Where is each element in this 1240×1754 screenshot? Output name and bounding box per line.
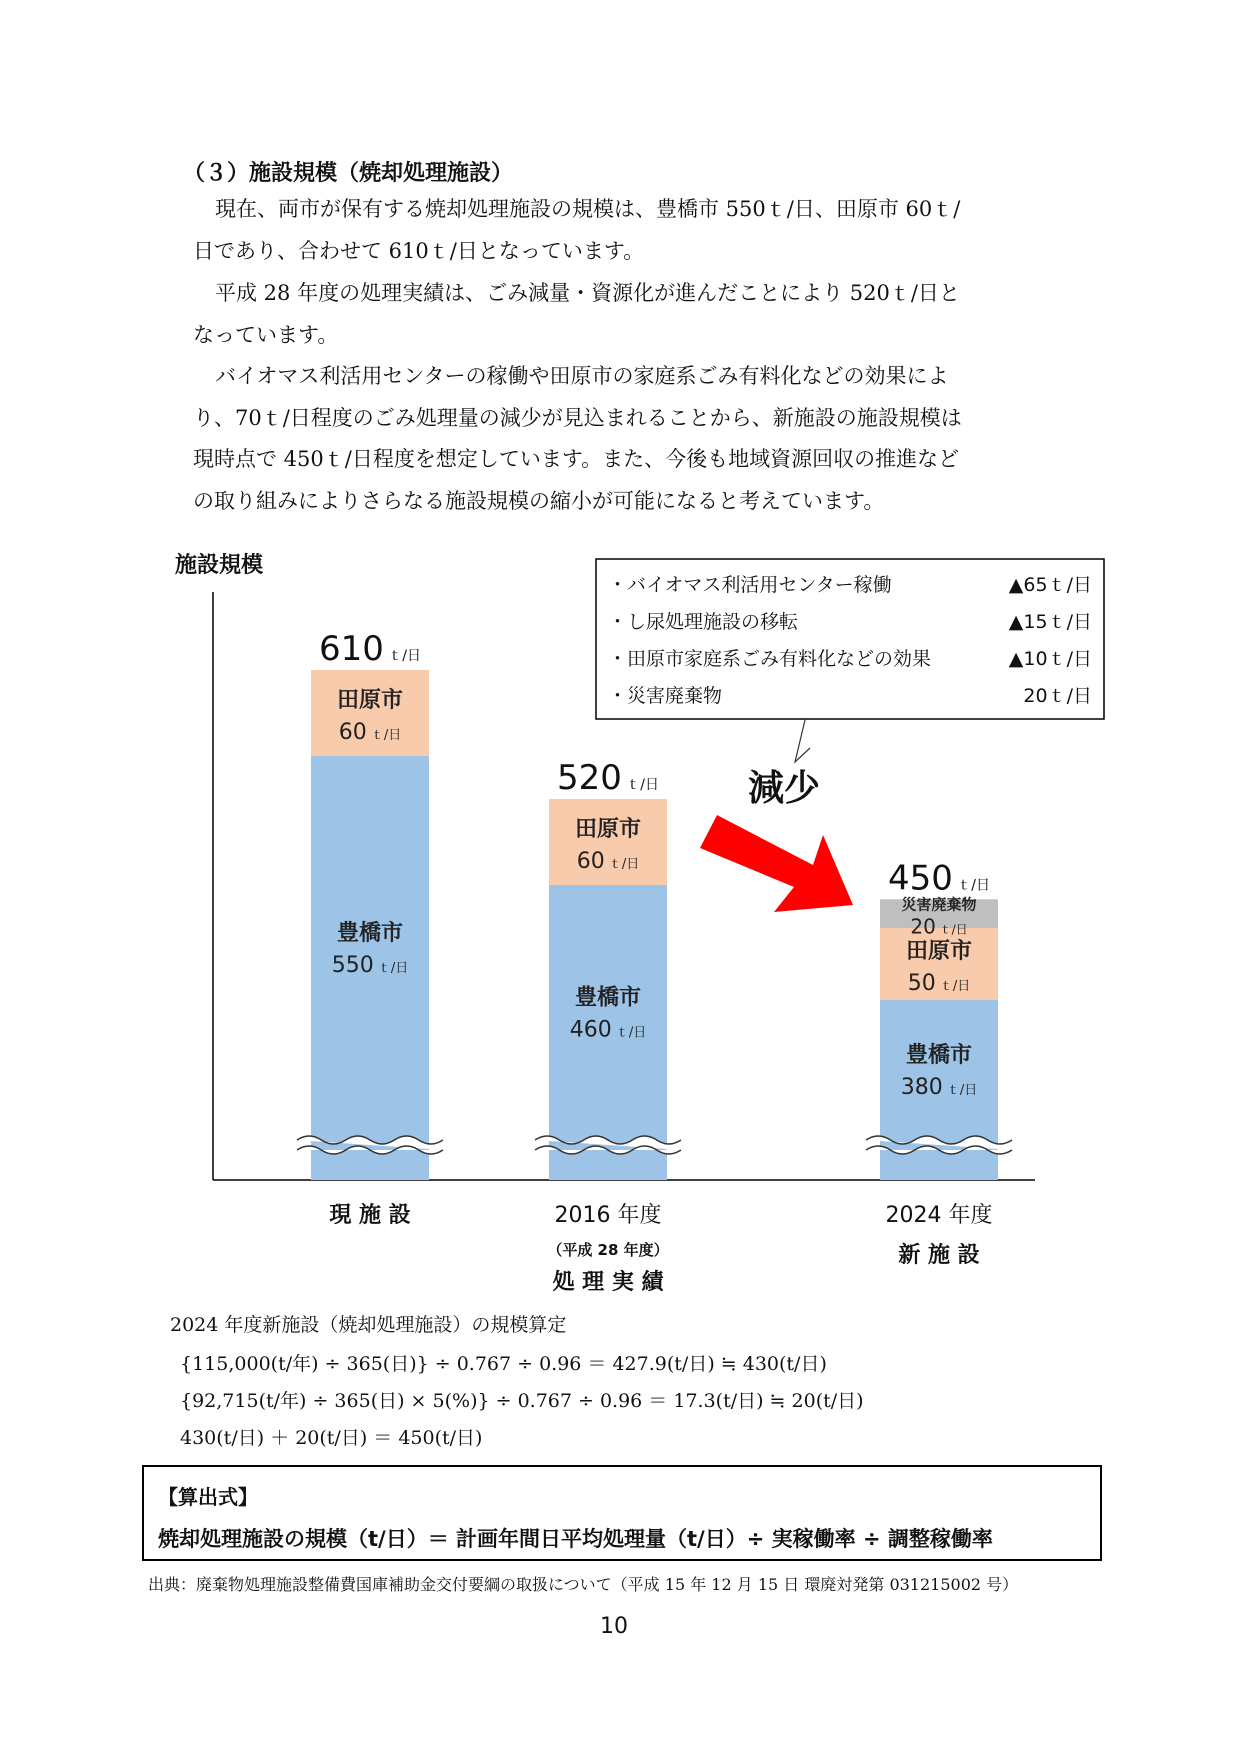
paragraph-line: なっています。 — [193, 322, 339, 347]
annotation-item-label: ・田原市家庭系ごみ有料化などの効果 — [608, 648, 932, 670]
bar-value-label: 60 ｔ/日 — [338, 720, 402, 745]
x-category-label: 2024 年度 — [885, 1203, 993, 1228]
chart-layer — [213, 559, 1104, 1295]
paragraph-line: の取り組みによりさらなる施設規模の縮小が可能になると考えています。 — [193, 488, 885, 513]
annotation-item-label: ・バイオマス利活用センター稼働 — [608, 574, 892, 596]
annotation-item-value: 20ｔ/日 — [1023, 685, 1092, 707]
callout-pointer — [795, 720, 810, 762]
bar-value-label: 50 ｔ/日 — [907, 970, 971, 996]
annotation-item-value: ▲15ｔ/日 — [1008, 611, 1092, 633]
formula-text: 焼却処理施設の規模（t/日）＝ 計画年間日平均処理量（t/日）÷ 実稼働率 ÷ 調整稼働率 — [158, 1527, 993, 1551]
bar-series-label: 豊橋市 — [574, 985, 642, 1011]
bar-value-label: 60 ｔ/日 — [576, 849, 640, 874]
bar-value-label: 380 ｔ/日 — [900, 1074, 978, 1100]
section-heading: （３）施設規模（焼却処理施設） — [183, 161, 514, 186]
annotation-item-value: ▲65ｔ/日 — [1008, 574, 1092, 596]
bar-segment-tahara-0 — [311, 670, 429, 756]
source-citation: 出典：廃棄物処理施設整備費国庫補助金交付要綱の取扱について（平成 15 年 12 月 15 日 環廃対発第 031215002 号） — [148, 1575, 1019, 1594]
annotation-item-label: ・災害廃棄物 — [608, 685, 723, 707]
page-number: 10 — [600, 1614, 628, 1639]
x-category-label: （平成 28 年度） — [547, 1241, 669, 1259]
bar-series-label: 豊橋市 — [336, 921, 404, 946]
bar-value-label: 20 ｔ/日 — [910, 914, 968, 939]
x-category-label: 処 理 実 績 — [552, 1270, 664, 1295]
bar-total-label: 450 ｔ/日 — [887, 858, 991, 899]
calculation-line-1: {115,000(t/年) ÷ 365(日)} ÷ 0.767 ÷ 0.96 ＝ 427.9(t/日) ≒ 430(t/日) — [180, 1353, 827, 1375]
x-category-label: 2016 年度 — [554, 1203, 662, 1228]
annotation-item-value: ▲10ｔ/日 — [1008, 648, 1092, 670]
bar-series-label: 田原市 — [336, 688, 404, 713]
paragraph-line: り、70ｔ/日程度のごみ処理量の減少が見込まれることから、新施設の施設規模は — [193, 405, 962, 430]
calculation-title: 2024 年度新施設（焼却処理施設）の規模算定 — [170, 1314, 567, 1336]
bar-series-label: 災害廃棄物 — [901, 895, 977, 914]
paragraph-line: 平成 28 年度の処理実績は、ごみ減量・資源化が進んだことにより 520ｔ/日と — [215, 281, 960, 305]
paragraph-line: バイオマス利活用センターの稼働や田原市の家庭系ごみ有料化などの効果によ — [215, 364, 949, 388]
decrease-arrow — [700, 815, 853, 912]
bar-series-label: 田原市 — [905, 938, 973, 964]
bar-series-label: 田原市 — [574, 817, 642, 842]
bar-series-label: 豊橋市 — [905, 1042, 973, 1068]
bar-value-label: 550 ｔ/日 — [331, 953, 409, 978]
formula-title: 【算出式】 — [158, 1485, 258, 1509]
paragraph-line: 現時点で 450ｔ/日程度を想定しています。また、今後も地域資源回収の推進など — [193, 447, 960, 471]
calculation-line-2: {92,715(t/年) ÷ 365(日) × 5(%)} ÷ 0.767 ÷ 0.96 ＝ 17.3(t/日) ≒ 20(t/日) — [180, 1390, 864, 1412]
bar-total-label: 520 ｔ/日 — [556, 758, 660, 798]
x-category-label: 新 施 設 — [898, 1243, 980, 1268]
formula-box — [142, 1465, 1102, 1561]
chart-y-axis-label: 施設規模 — [175, 553, 264, 578]
calculation-line-3: 430(t/日) ＋ 20(t/日) ＝ 450(t/日) — [180, 1427, 483, 1449]
bar-total-label: 610 ｔ/日 — [318, 629, 422, 669]
annotation-item-label: ・し尿処理施設の移転 — [608, 611, 799, 633]
bar-value-label: 460 ｔ/日 — [569, 1017, 647, 1043]
bar-segment-tahara-1 — [549, 799, 667, 885]
x-category-label: 現 施 設 — [329, 1203, 411, 1228]
paragraph-line: 現在、両市が保有する焼却処理施設の規模は、豊橋市 550ｔ/日、田原市 60ｔ/ — [215, 197, 961, 221]
decrease-label: 減少 — [748, 768, 821, 809]
paragraph-line: 日であり、合わせて 610ｔ/日となっています。 — [193, 238, 645, 263]
